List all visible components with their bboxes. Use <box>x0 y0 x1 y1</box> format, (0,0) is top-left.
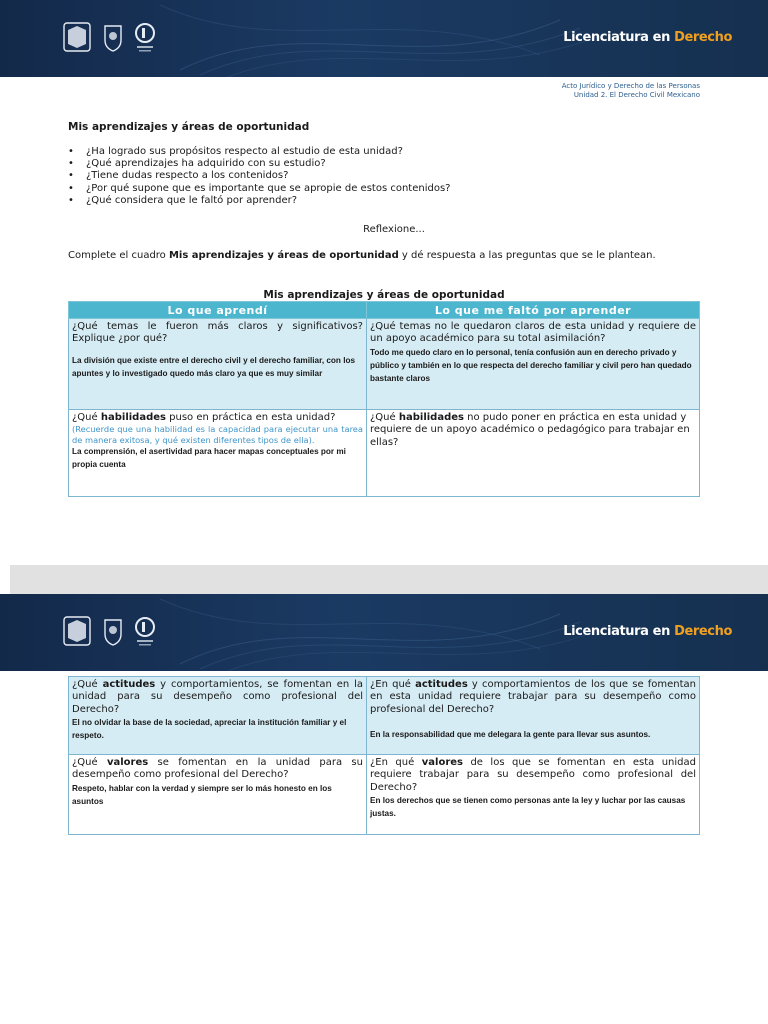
answer-text: En los derechos que se tienen como personas ante la ley y luchar por las causas justas. <box>370 795 686 818</box>
page-separator <box>10 565 768 594</box>
question-text: ¿Qué temas le fueron más claros y significativos? Explique ¿por qué? <box>72 321 363 345</box>
course-info <box>562 82 700 100</box>
shield-logo <box>103 20 123 54</box>
cell-attitudes-fostered[interactable] <box>69 677 367 755</box>
course-name: Acto Jurídico y Derecho de las Personas <box>561 82 700 90</box>
list-item: • ¿Ha logrado sus propósitos respecto al estudio de esta unidad? <box>68 146 450 158</box>
list-item: • ¿Por qué supone que es importante que se apropie de estos contenidos? <box>68 183 450 195</box>
answer-text: Todo me quedo claro en lo personal, tenía confusión aun en derecho privado y público y también en lo que respecta del derecho familiar y civil pero han quedado bastante claros <box>370 347 692 383</box>
d-logo <box>134 20 156 54</box>
unit-name: Unidad 2. El Derecho Civil Mexicano <box>573 91 700 99</box>
list-item: • ¿Qué aprendizajes ha adquirido con su estudio? <box>68 158 450 170</box>
program-title: Licenciatura en Derecho <box>563 624 732 639</box>
answer-text: Respeto, hablar con la verdad y siempre ser lo más honesto en los asuntos <box>72 783 332 806</box>
table-caption: Mis aprendizajes y áreas de oportunidad <box>263 289 505 301</box>
table-row <box>69 319 700 410</box>
column-header-missing: Lo que me faltó por aprender <box>367 302 700 319</box>
cell-values-needed[interactable] <box>367 755 700 835</box>
cell-topics-clear[interactable] <box>69 319 367 410</box>
cell-attitudes-needed[interactable] <box>367 677 700 755</box>
hint-text: (Recuerde que una habilidad es la capacidad para ejecutar una tarea de manera exitosa, y qué existen diferentes tipos de ella). <box>72 424 363 445</box>
table-row <box>69 410 700 497</box>
cell-skills-unused[interactable] <box>367 410 700 497</box>
instructions: Complete el cuadro Mis aprendizajes y áreas de oportunidad y dé respuesta a las preguntas que se le plantean. <box>68 250 656 261</box>
shield-logo <box>103 614 123 648</box>
question-text: ¿Qué habilidades no pudo poner en práctica en esta unidad y requiere de un apoyo académico o pedagógico para trabajar en ellas? <box>370 412 690 448</box>
learning-table <box>68 301 700 497</box>
program-title: Licenciatura en Derecho <box>563 30 732 45</box>
column-header-learned: Lo que aprendí <box>69 302 367 319</box>
answer-text: En la responsabilidad que me delegara la gente para llevar sus asuntos. <box>370 729 651 739</box>
question-text: ¿En qué actitudes y comportamientos de los que se fomentan en esta unidad requiere trabajar para su desempeño como profesional del Derecho? <box>370 679 696 715</box>
list-item: • ¿Qué considera que le faltó por aprender? <box>68 195 450 207</box>
table-row <box>69 755 700 835</box>
unam-logo <box>62 20 92 54</box>
cell-values-fostered[interactable] <box>69 755 367 835</box>
question-text: ¿Qué temas no le quedaron claros de esta unidad y requiere de un apoyo académico para su total asimilación? <box>370 321 696 345</box>
reflexione-text: Reflexione... <box>363 224 425 235</box>
question-list <box>68 146 450 207</box>
answer-text: El no olvidar la base de la sociedad, apreciar la institución familiar y el respeto. <box>72 717 347 740</box>
d-logo <box>134 614 156 648</box>
cell-topics-unclear[interactable] <box>367 319 700 410</box>
answer-text: La comprensión, el asertividad para hacer mapas conceptuales por mi propia cuenta <box>72 447 346 470</box>
answer-text: La división que existe entre el derecho civil y el derecho familiar, con los apuntes y lo investigado quedo más claro ya que es muy similar <box>72 355 356 378</box>
question-text: ¿Qué habilidades puso en práctica en esta unidad? <box>72 412 336 423</box>
header-banner <box>0 0 768 77</box>
header-banner <box>0 594 768 671</box>
unam-logo <box>62 614 92 648</box>
question-text: ¿Qué valores se fomentan en la unidad para su desempeño como profesional del Derecho? <box>72 757 363 781</box>
learning-table-continued <box>68 676 700 835</box>
table-row <box>69 677 700 755</box>
section-title: Mis aprendizajes y áreas de oportunidad <box>68 121 310 133</box>
cell-skills-used[interactable] <box>69 410 367 497</box>
question-text: ¿Qué actitudes y comportamientos, se fomentan en la unidad para su desempeño como profesional del Derecho? <box>72 679 363 715</box>
question-text: ¿En qué valores de los que se fomentan en esta unidad requiere trabajar para su desempeño como profesional del Derecho? <box>370 757 696 793</box>
list-item: • ¿Tiene dudas respecto a los contenidos? <box>68 170 450 182</box>
